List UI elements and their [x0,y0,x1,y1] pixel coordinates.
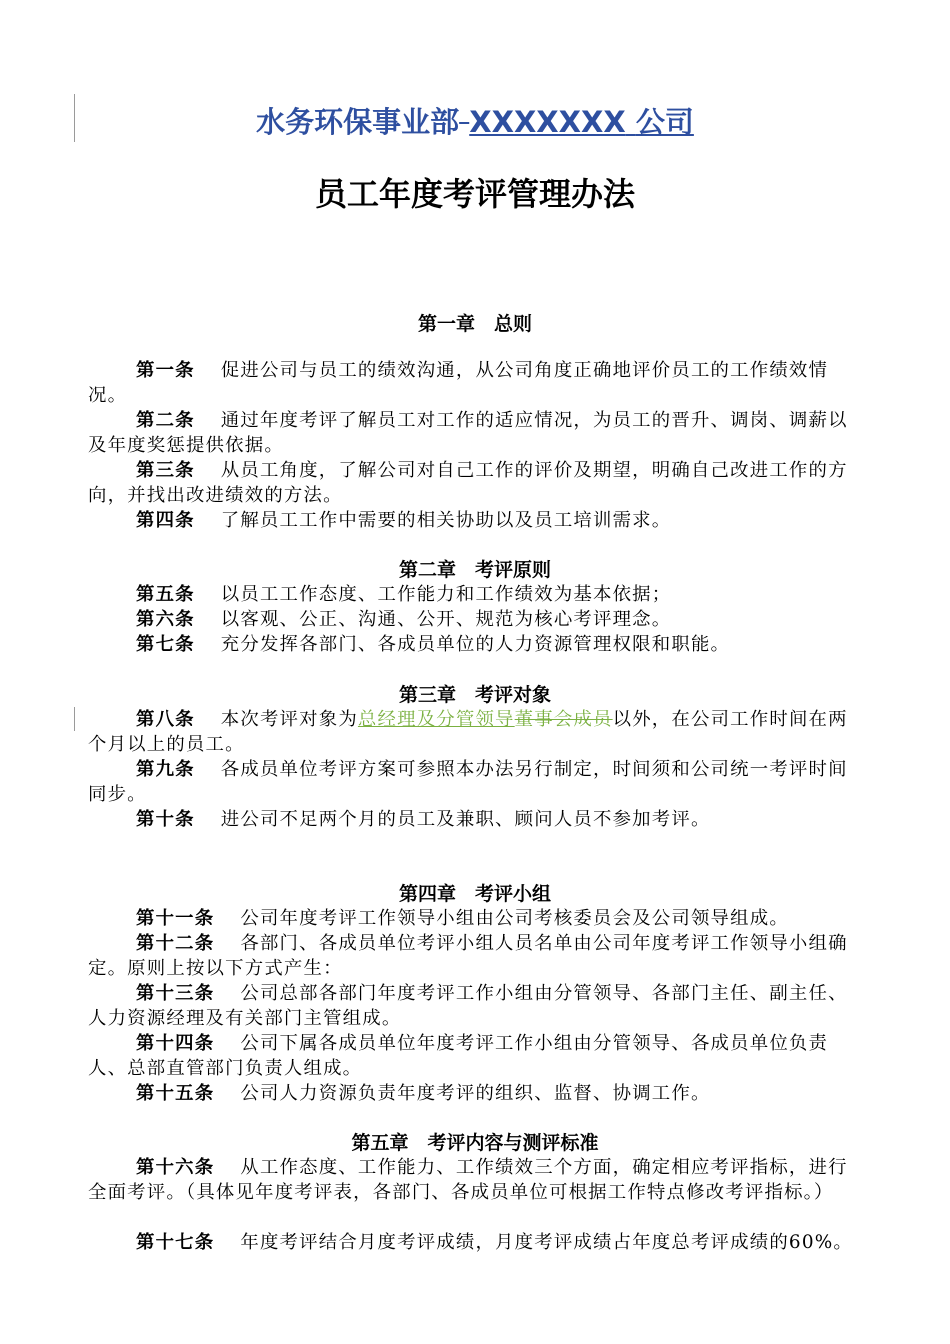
deleted-text: 董事会成员 [514,709,613,730]
article-text: 以员工工作态度、工作能力和工作绩效为基本依据； [220,584,672,605]
deleted-space [459,105,469,139]
chapter-heading: 第五章 考评内容与测评标准 [351,1132,599,1154]
article [88,607,864,632]
article [88,707,864,757]
company-suffix: 公司 [635,105,694,139]
article [88,408,864,458]
company-prefix: 水务环保事业部 [256,105,460,139]
article-label: 第一条 [136,360,195,381]
article-text: 以外，在公司工作时间在两个月以上的员工。 [88,709,848,755]
article-label: 第十二条 [136,933,215,954]
article [88,981,864,1031]
article [88,508,864,533]
article [88,906,864,931]
article-text: 各部门、各成员单位考评小组人员名单由公司年度考评工作领导小组确定。原则上按以下方式产生： [88,933,848,979]
article-label: 第十条 [136,809,195,830]
article [88,1031,864,1081]
article [88,1230,864,1255]
revision-bar [74,707,75,731]
article-label: 第十七条 [136,1232,215,1253]
article-text: 从工作态度、工作能力、工作绩效三个方面，确定相应考评指标，进行全面考评。（具体见年度考评表，各部门、各成员单位可根据工作特点修改考评指标。） [88,1157,848,1203]
article-label: 第八条 [136,709,195,730]
article [88,757,864,807]
chapter-heading: 第三章 考评对象 [398,684,551,706]
article-label: 第五条 [136,584,195,605]
article-label: 第二条 [136,410,195,431]
article-text: 以客观、公正、沟通、公开、规范为核心考评理念。 [220,609,672,630]
article-label: 第十四条 [136,1033,215,1054]
article-text: 公司年度考评工作领导小组由公司考核委员会及公司领导组成。 [240,908,789,929]
inserted-text: 总经理及分管领导 [357,709,515,730]
chapter-heading: 第一章 总则 [417,313,532,335]
company-name: XXXXXXX [469,105,626,139]
article [88,458,864,508]
article [88,807,864,832]
article [88,1155,864,1205]
article-text: 通过年度考评了解员工对工作的适应情况，为员工的晋升、调岗、调薪以及年度奖惩提供依据。 [88,410,848,456]
article-label: 第十一条 [136,908,215,929]
article-text: 进公司不足两个月的员工及兼职、顾问人员不参加考评。 [220,809,711,830]
chapter-heading: 第四章 考评小组 [398,883,551,905]
article-text: 公司总部各部门年度考评工作小组由分管领导、各部门主任、副主任、人力资源经理及有关部门主管组成。 [88,983,848,1029]
article [88,358,864,408]
article [88,1081,864,1106]
document-title: 员工年度考评管理办法 [314,175,635,213]
article-label: 第三条 [136,460,195,481]
article-label: 第七条 [136,634,195,655]
article-text: 促进公司与员工的绩效沟通，从公司角度正确地评价员工的工作绩效情况。 [88,360,829,406]
article [88,632,864,657]
company-suffix-space [626,105,636,139]
article-label: 第十六条 [136,1157,215,1178]
article-text: 公司人力资源负责年度考评的组织、监督、协调工作。 [240,1083,711,1104]
article-label: 第九条 [136,759,195,780]
chapter-heading: 第二章 考评原则 [398,559,551,581]
article [88,582,864,607]
article-text: 充分发挥各部门、各成员单位的人力资源管理权限和职能。 [220,634,731,655]
article-label: 第十三条 [136,983,215,1004]
article [88,931,864,981]
article-label: 第四条 [136,510,195,531]
article-text: 从员工角度，了解公司对自己工作的评价及期望，明确自己改进工作的方向，并找出改进绩效的方法。 [88,460,848,506]
article-label: 第六条 [136,609,195,630]
article-text: 各成员单位考评方案可参照本办法另行制定，时间须和公司统一考评时间同步。 [88,759,848,805]
article-label: 第十五条 [136,1083,215,1104]
company-title [0,100,950,144]
article-text: 了解员工工作中需要的相关协助以及员工培训需求。 [220,510,672,531]
article-text: 公司下属各成员单位年度考评工作小组由分管领导、各成员单位负责人、总部直管部门负责人组成。 [88,1033,829,1079]
article-text: 本次考评对象为 [220,709,358,730]
article-text: 年度考评结合月度考评成绩，月度考评成绩占年度总考评成绩的60%。 [240,1232,853,1253]
